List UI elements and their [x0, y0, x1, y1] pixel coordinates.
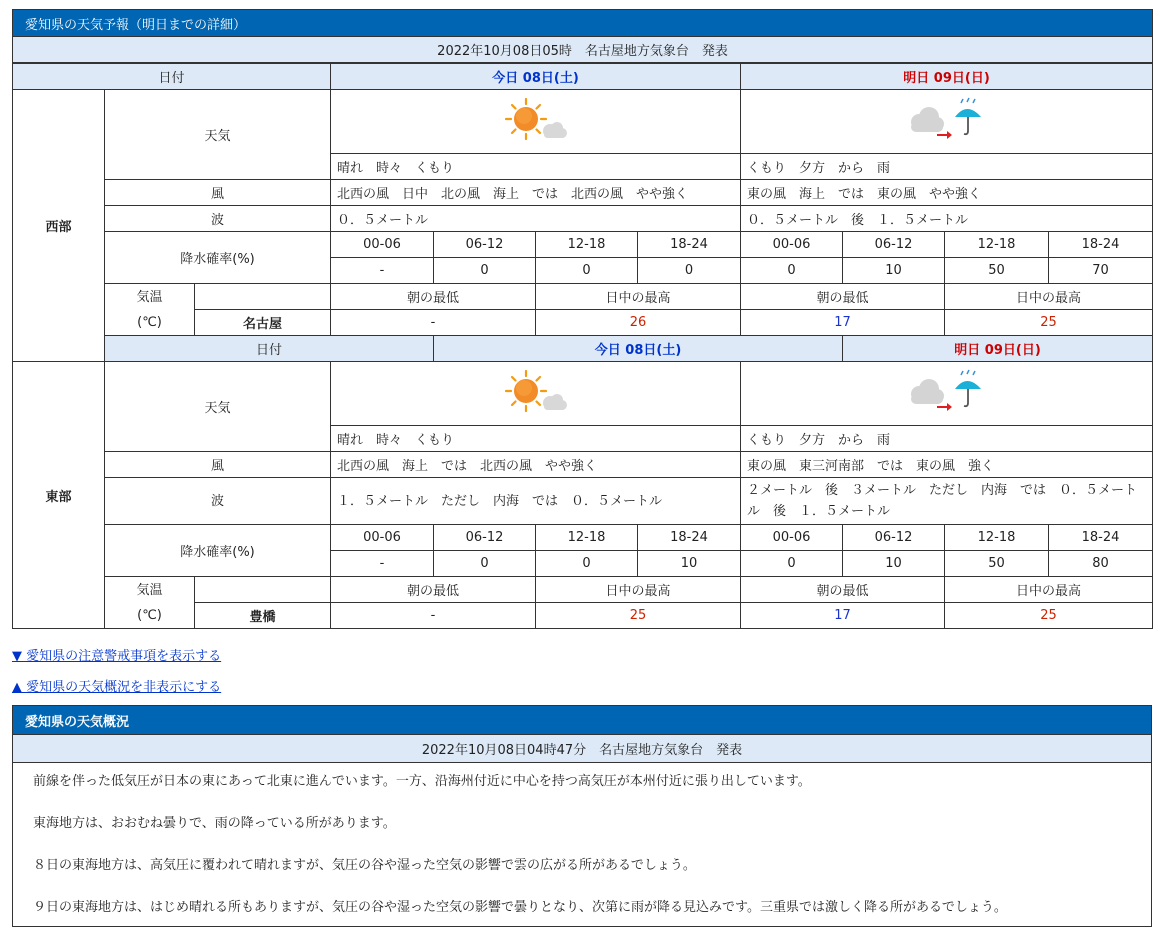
today-pop-value: 0: [536, 258, 638, 284]
tomorrow-weather-icon-cell: [741, 362, 1153, 426]
pop-period: 06-12: [434, 525, 536, 551]
today-pop-value: 0: [536, 551, 638, 577]
temp-blank-cell: [195, 577, 331, 603]
pop-period: 12-18: [945, 232, 1049, 258]
tomorrow-header: 明日 09日(日): [741, 64, 1153, 90]
pop-period: 06-12: [843, 232, 945, 258]
morning-min-label: 朝の最低: [331, 577, 536, 603]
tomorrow-pop-value: 0: [741, 258, 843, 284]
today-pop-value: 0: [434, 258, 536, 284]
today-min-temp: -: [331, 310, 536, 336]
today-pop-value: -: [331, 551, 434, 577]
sunny-then-cloudy-icon: [504, 404, 568, 419]
tomorrow-max-temp: 25: [945, 603, 1153, 629]
tomorrow-weather-icon-cell: [741, 90, 1153, 154]
tomorrow-wave: ０．５メートル 後 １．５メートル: [741, 206, 1153, 232]
tomorrow-header: 明日 09日(日): [843, 336, 1153, 362]
temp-unit: (℃): [137, 314, 162, 330]
hide-overview-link[interactable]: ▲ 愛知県の天気概況を非表示にする: [12, 680, 222, 695]
today-max-temp: 25: [536, 603, 741, 629]
city-name: 名古屋: [195, 310, 331, 336]
pop-period: 18-24: [1049, 525, 1153, 551]
overview-panel: [12, 705, 1152, 927]
sunny-then-cloudy-icon-svg: [504, 97, 568, 143]
pop-label: 降水確率(%): [105, 525, 331, 577]
tomorrow-weather-text: くもり 夕方 から 雨: [741, 154, 1153, 180]
today-pop-value: 0: [638, 258, 741, 284]
cloudy-then-rain-icon: [907, 132, 987, 147]
tomorrow-pop-value: 0: [741, 551, 843, 577]
wind-label: 風: [105, 180, 331, 206]
region-name: 西部: [13, 90, 105, 362]
city-name: 豊橋: [195, 603, 331, 629]
pop-period: 00-06: [331, 525, 434, 551]
overview-body: [13, 763, 1152, 927]
overview-paragraph: ９日の東海地方は、はじめ晴れる所もありますが、気圧の谷や湿った空気の影響で曇りとなり、次第に雨が降る見込みです。三重県では激しく降る所があるでしょう。: [33, 900, 1007, 915]
tomorrow-pop-value: 80: [1049, 551, 1153, 577]
temp-label-cell: [105, 284, 195, 336]
pop-period: 00-06: [741, 525, 843, 551]
pop-period: 00-06: [741, 232, 843, 258]
weather-label: 天気: [105, 90, 331, 180]
show-warnings-link[interactable]: ▼ 愛知県の注意警戒事項を表示する: [12, 649, 222, 664]
pop-period: 06-12: [434, 232, 536, 258]
sunny-then-cloudy-icon: [504, 132, 568, 147]
overview-issued: 2022年10月08日04時47分 名古屋地方気象台 発表: [13, 735, 1152, 763]
today-weather-text: 晴れ 時々 くもり: [331, 154, 741, 180]
forecast-issued: 2022年10月08日05時 名古屋地方気象台 発表: [13, 37, 1153, 63]
pop-period: 18-24: [638, 232, 741, 258]
temp-label-cell: [105, 577, 195, 629]
day-max-label: 日中の最高: [536, 284, 741, 310]
today-wind: 北西の風 日中 北の風 海上 では 北西の風 やや強く: [331, 180, 741, 206]
today-wave: ０．５メートル: [331, 206, 741, 232]
date-label: 日付: [105, 336, 434, 362]
overview-paragraph: 前線を伴った低気圧が日本の東にあって北東に進んでいます。一方、沿海州付近に中心を持つ高気圧が本州付近に張り出しています。: [33, 774, 811, 789]
pop-period: 12-18: [536, 525, 638, 551]
today-wind: 北西の風 海上 では 北西の風 やや強く: [331, 452, 741, 478]
tomorrow-wind: 東の風 海上 では 東の風 やや強く: [741, 180, 1153, 206]
date-label: 日付: [13, 64, 331, 90]
today-weather-icon-cell: [331, 362, 741, 426]
today-wave: １．５メートル ただし 内海 では ０．５メートル: [331, 478, 741, 525]
day-max-label: 日中の最高: [945, 577, 1153, 603]
temp-blank-cell: [195, 284, 331, 310]
today-header: 今日 08日(土): [331, 64, 741, 90]
pop-period: 18-24: [1049, 232, 1153, 258]
tomorrow-min-temp: 17: [741, 603, 945, 629]
today-header: 今日 08日(土): [434, 336, 843, 362]
cloudy-then-rain-icon-svg: [907, 97, 987, 143]
tomorrow-wave: ２メートル 後 ３メートル ただし 内海 では ０．５メートル 後 １．５メートル: [741, 478, 1153, 525]
overview-paragraph: ８日の東海地方は、高気圧に覆われて晴れますが、気圧の谷や湿った空気の影響で雲の広がる所があるでしょう。: [33, 858, 696, 873]
today-max-temp: 26: [536, 310, 741, 336]
region-name: 東部: [13, 362, 105, 629]
warnings-link-row: [12, 645, 221, 664]
cloudy-then-rain-icon: [907, 404, 987, 419]
morning-min-label: 朝の最低: [331, 284, 536, 310]
tomorrow-pop-value: 50: [945, 551, 1049, 577]
pop-period: 06-12: [843, 525, 945, 551]
overview-paragraph: 東海地方は、おおむね曇りで、雨の降っている所があります。: [33, 816, 396, 831]
morning-min-label: 朝の最低: [741, 284, 945, 310]
temp-label: 気温: [136, 289, 163, 305]
today-pop-value: 0: [434, 551, 536, 577]
tomorrow-pop-value: 10: [843, 258, 945, 284]
temp-label: 気温: [136, 582, 163, 598]
tomorrow-max-temp: 25: [945, 310, 1153, 336]
sunny-then-cloudy-icon-svg: [504, 369, 568, 415]
tomorrow-pop-value: 10: [843, 551, 945, 577]
wave-label: 波: [105, 478, 331, 525]
forecast-title: 愛知県の天気予報（明日までの詳細）: [13, 10, 1153, 37]
tomorrow-wind: 東の風 東三河南部 では 東の風 強く: [741, 452, 1153, 478]
today-pop-value: -: [331, 258, 434, 284]
wind-label: 風: [105, 452, 331, 478]
pop-period: 18-24: [638, 525, 741, 551]
day-max-label: 日中の最高: [945, 284, 1153, 310]
morning-min-label: 朝の最低: [741, 577, 945, 603]
tomorrow-pop-value: 50: [945, 258, 1049, 284]
today-min-temp: -: [331, 603, 536, 629]
overview-title: 愛知県の天気概況: [13, 706, 1152, 735]
today-weather-text: 晴れ 時々 くもり: [331, 426, 741, 452]
today-weather-icon-cell: [331, 90, 741, 154]
temp-unit: (℃): [137, 607, 162, 623]
pop-period: 00-06: [331, 232, 434, 258]
overview-toggle-row: [12, 676, 221, 695]
tomorrow-weather-text: くもり 夕方 から 雨: [741, 426, 1153, 452]
weather-label: 天気: [105, 362, 331, 452]
region-forecast-table: [12, 63, 1153, 629]
pop-period: 12-18: [945, 525, 1049, 551]
forecast-table: [12, 9, 1153, 63]
wave-label: 波: [105, 206, 331, 232]
cloudy-then-rain-icon-svg: [907, 369, 987, 415]
pop-period: 12-18: [536, 232, 638, 258]
tomorrow-pop-value: 70: [1049, 258, 1153, 284]
day-max-label: 日中の最高: [536, 577, 741, 603]
pop-label: 降水確率(%): [105, 232, 331, 284]
tomorrow-min-temp: 17: [741, 310, 945, 336]
today-pop-value: 10: [638, 551, 741, 577]
